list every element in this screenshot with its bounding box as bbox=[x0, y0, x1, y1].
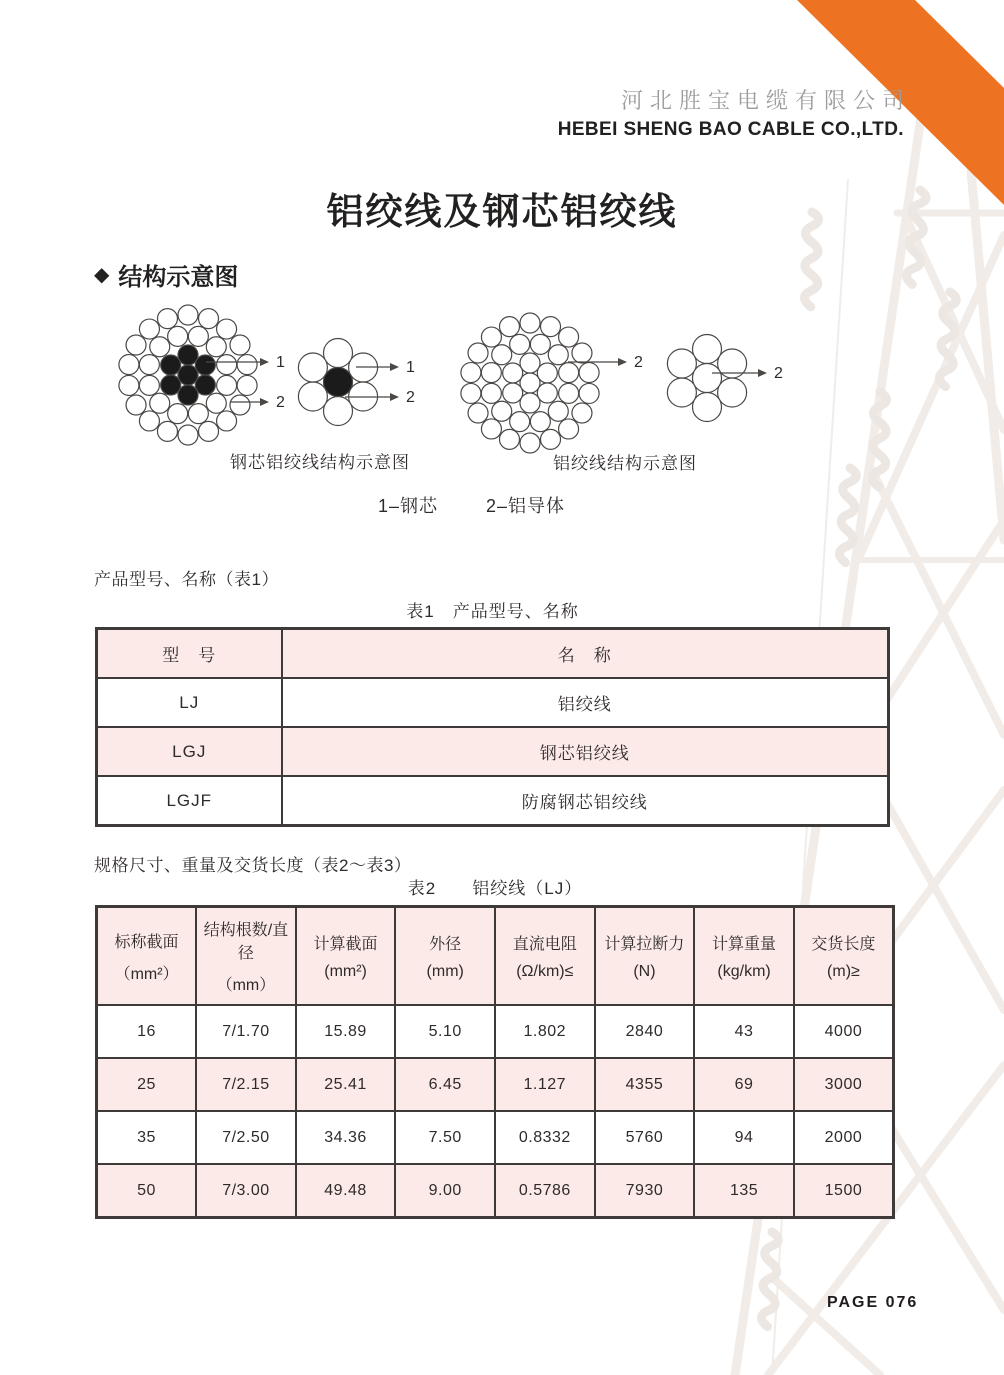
table-cell: 9.00 bbox=[395, 1164, 495, 1218]
table-row bbox=[97, 1005, 894, 1058]
table-cell: 5.10 bbox=[395, 1005, 495, 1058]
table-cell: 49.48 bbox=[296, 1164, 396, 1218]
table-cell: 0.8332 bbox=[495, 1111, 595, 1164]
table-cell: 7/2.15 bbox=[196, 1058, 296, 1111]
table-cell: 7.50 bbox=[395, 1111, 495, 1164]
wire-circle bbox=[324, 339, 353, 368]
table-cell: 35 bbox=[97, 1111, 197, 1164]
acsr-small-cross-section bbox=[298, 339, 377, 426]
wire-circle bbox=[199, 309, 219, 329]
table-cell: 钢芯铝绞线 bbox=[282, 727, 889, 776]
wire-circle bbox=[168, 326, 188, 346]
column-header: 计算拉断力 (N) bbox=[595, 907, 695, 1006]
wire-circle bbox=[499, 317, 519, 337]
aac-small-cross-section bbox=[667, 335, 746, 422]
aluminum-label: 2 bbox=[774, 365, 783, 382]
column-header: 标称截面 （mm²） bbox=[97, 907, 197, 1006]
wire-circle bbox=[667, 349, 696, 378]
table-cell: LJ bbox=[97, 678, 282, 727]
wire-circle bbox=[481, 363, 501, 383]
company-name-en: HEBEI SHENG BAO CABLE CO.,LTD. bbox=[557, 119, 904, 140]
wire-circle bbox=[559, 419, 579, 439]
table-cell: 4000 bbox=[794, 1005, 894, 1058]
wire-circle bbox=[168, 404, 188, 424]
acsr-large-cross-section bbox=[119, 305, 257, 445]
table-cell: 2000 bbox=[794, 1111, 894, 1164]
wire-circle bbox=[468, 403, 488, 423]
wire-circle bbox=[492, 401, 512, 421]
table-cell: 5760 bbox=[595, 1111, 695, 1164]
wire-circle bbox=[195, 375, 215, 395]
table-row bbox=[97, 1058, 894, 1111]
table-cell: 3000 bbox=[794, 1058, 894, 1111]
wire-circle bbox=[150, 337, 170, 357]
table-cell: 1500 bbox=[794, 1164, 894, 1218]
wire-circle bbox=[298, 382, 327, 411]
wire-circle bbox=[520, 313, 540, 333]
table-cell: 7/1.70 bbox=[196, 1005, 296, 1058]
wire-circle bbox=[126, 335, 146, 355]
wire-circle bbox=[324, 368, 353, 397]
wire-circle bbox=[541, 317, 561, 337]
table-row bbox=[97, 776, 889, 826]
table-cell: 15.89 bbox=[296, 1005, 396, 1058]
column-header: 直流电阻 (Ω/km)≤ bbox=[495, 907, 595, 1006]
wire-circle bbox=[548, 401, 568, 421]
wire-circle bbox=[520, 373, 540, 393]
wire-circle bbox=[119, 375, 139, 395]
wire-circle bbox=[541, 429, 561, 449]
wire-circle bbox=[481, 419, 501, 439]
wire-circle bbox=[298, 353, 327, 382]
table-row bbox=[97, 1111, 894, 1164]
company-name-cn: 河北胜宝电缆有限公司 bbox=[620, 88, 911, 113]
wire-circle bbox=[572, 403, 592, 423]
wire-circle bbox=[559, 383, 579, 403]
wire-circle bbox=[139, 375, 159, 395]
wire-circle bbox=[150, 393, 170, 413]
table-cell: 7/2.50 bbox=[196, 1111, 296, 1164]
column-header: 计算重量 (kg/km) bbox=[694, 907, 794, 1006]
aluminum-label: 2 bbox=[634, 354, 643, 371]
table-cell: 34.36 bbox=[296, 1111, 396, 1164]
wire-circle bbox=[199, 421, 219, 441]
legend-steel-core: 1–钢芯 bbox=[378, 496, 439, 516]
wire-circle bbox=[579, 363, 599, 383]
table-cell: 25.41 bbox=[296, 1058, 396, 1111]
wire-circle bbox=[230, 335, 250, 355]
wire-circle bbox=[217, 319, 237, 339]
table2-caption: 表2 铝绞线（LJ） bbox=[407, 879, 583, 898]
table1-header-row bbox=[97, 629, 889, 679]
wire-circle bbox=[161, 355, 181, 375]
steel-core-label: 1 bbox=[406, 359, 415, 376]
wire-circle bbox=[559, 327, 579, 347]
wire-circle bbox=[579, 383, 599, 403]
table2-intro: 规格尺寸、重量及交货长度（表2～表3） bbox=[94, 856, 412, 875]
wire-circle bbox=[481, 383, 501, 403]
wire-circle bbox=[324, 397, 353, 426]
wire-circle bbox=[178, 385, 198, 405]
wire-circle bbox=[217, 375, 237, 395]
wire-circle bbox=[119, 355, 139, 375]
wire-circle bbox=[559, 363, 579, 383]
wire-circle bbox=[718, 378, 747, 407]
column-header: 计算截面 (mm²) bbox=[296, 907, 396, 1006]
wire-circle bbox=[206, 393, 226, 413]
table-cell: 4355 bbox=[595, 1058, 695, 1111]
table-cell: 94 bbox=[694, 1111, 794, 1164]
table-row bbox=[97, 1164, 894, 1218]
table1-caption: 表1 产品型号、名称 bbox=[406, 602, 579, 621]
steel-core-label: 1 bbox=[276, 354, 285, 371]
wire-circle bbox=[237, 355, 257, 375]
wire-circle bbox=[693, 335, 722, 364]
wire-circle bbox=[178, 425, 198, 445]
table-row bbox=[97, 727, 889, 776]
product-model-table bbox=[95, 627, 890, 827]
wire-circle bbox=[461, 383, 481, 403]
wire-circle bbox=[230, 395, 250, 415]
table-cell: 25 bbox=[97, 1058, 197, 1111]
wire-circle bbox=[537, 383, 557, 403]
wire-circle bbox=[503, 383, 523, 403]
wire-circle bbox=[178, 345, 198, 365]
diamond-icon: ◆ bbox=[94, 263, 110, 286]
column-header: 交货长度 (m)≥ bbox=[794, 907, 894, 1006]
table-cell: 1.802 bbox=[495, 1005, 595, 1058]
wire-circle bbox=[188, 404, 208, 424]
wire-circle bbox=[530, 334, 550, 354]
wire-circle bbox=[195, 355, 215, 375]
wire-circle bbox=[188, 326, 208, 346]
wire-circle bbox=[178, 305, 198, 325]
table1-intro: 产品型号、名称（表1） bbox=[94, 570, 279, 589]
wire-circle bbox=[206, 337, 226, 357]
wire-circle bbox=[510, 412, 530, 432]
table-cell: 135 bbox=[694, 1164, 794, 1218]
aluminum-label: 2 bbox=[276, 394, 285, 411]
table-cell: 2840 bbox=[595, 1005, 695, 1058]
wire-circle bbox=[693, 393, 722, 422]
wire-circle bbox=[503, 363, 523, 383]
table-cell: 7930 bbox=[595, 1164, 695, 1218]
wire-circle bbox=[126, 395, 146, 415]
table-cell: 43 bbox=[694, 1005, 794, 1058]
spec-table-lj bbox=[95, 905, 895, 1219]
wire-circle bbox=[548, 345, 568, 365]
acsr-diagram-caption: 钢芯铝绞线结构示意图 bbox=[230, 453, 410, 472]
wire-circle bbox=[161, 375, 181, 395]
wire-circle bbox=[157, 421, 177, 441]
table-cell: 防腐钢芯铝绞线 bbox=[282, 776, 889, 826]
table-cell: 7/3.00 bbox=[196, 1164, 296, 1218]
table-cell: 16 bbox=[97, 1005, 197, 1058]
column-header: 外径 (mm) bbox=[395, 907, 495, 1006]
table-row bbox=[97, 678, 889, 727]
wire-circle bbox=[530, 412, 550, 432]
wire-circle bbox=[237, 375, 257, 395]
table-cell: LGJF bbox=[97, 776, 282, 826]
table-cell: 铝绞线 bbox=[282, 678, 889, 727]
wire-circle bbox=[217, 355, 237, 375]
table-cell: 6.45 bbox=[395, 1058, 495, 1111]
wire-circle bbox=[481, 327, 501, 347]
table2-body bbox=[97, 1005, 894, 1218]
wire-circle bbox=[461, 363, 481, 383]
table-cell: LGJ bbox=[97, 727, 282, 776]
aac-diagram-caption: 铝绞线结构示意图 bbox=[553, 454, 697, 473]
wire-circle bbox=[492, 345, 512, 365]
wire-circle bbox=[572, 343, 592, 363]
page-number: PAGE 076 bbox=[827, 1294, 919, 1311]
aluminum-label: 2 bbox=[406, 389, 415, 406]
column-header: 型 号 bbox=[97, 629, 282, 679]
wire-circle bbox=[139, 319, 159, 339]
table1-body bbox=[97, 678, 889, 826]
company-header bbox=[557, 84, 911, 141]
wire-circle bbox=[139, 411, 159, 431]
wire-circle bbox=[178, 365, 198, 385]
column-header: 名 称 bbox=[282, 629, 889, 679]
wire-circle bbox=[499, 429, 519, 449]
wire-circle bbox=[468, 343, 488, 363]
page-title: 铝绞线及钢芯铝绞线 bbox=[326, 191, 678, 232]
wire-circle bbox=[667, 378, 696, 407]
wire-circle bbox=[217, 411, 237, 431]
table-cell: 1.127 bbox=[495, 1058, 595, 1111]
wire-circle bbox=[520, 393, 540, 413]
wire-circle bbox=[537, 363, 557, 383]
wire-circle bbox=[520, 353, 540, 373]
diagram-legend bbox=[378, 492, 565, 518]
legend-aluminum-conductor: 2–铝导体 bbox=[486, 496, 566, 516]
table-cell: 50 bbox=[97, 1164, 197, 1218]
table-cell: 69 bbox=[694, 1058, 794, 1111]
table-cell: 0.5786 bbox=[495, 1164, 595, 1218]
aac-large-cross-section bbox=[461, 313, 599, 453]
structure-section-heading bbox=[94, 257, 238, 292]
wire-circle bbox=[693, 364, 722, 393]
wire-circle bbox=[510, 334, 530, 354]
column-header: 结构根数/直径 （mm） bbox=[196, 907, 296, 1006]
section-title: 结构示意图 bbox=[118, 264, 239, 291]
wire-circle bbox=[157, 309, 177, 329]
table2-header-row bbox=[97, 907, 894, 1006]
wire-circle bbox=[139, 355, 159, 375]
